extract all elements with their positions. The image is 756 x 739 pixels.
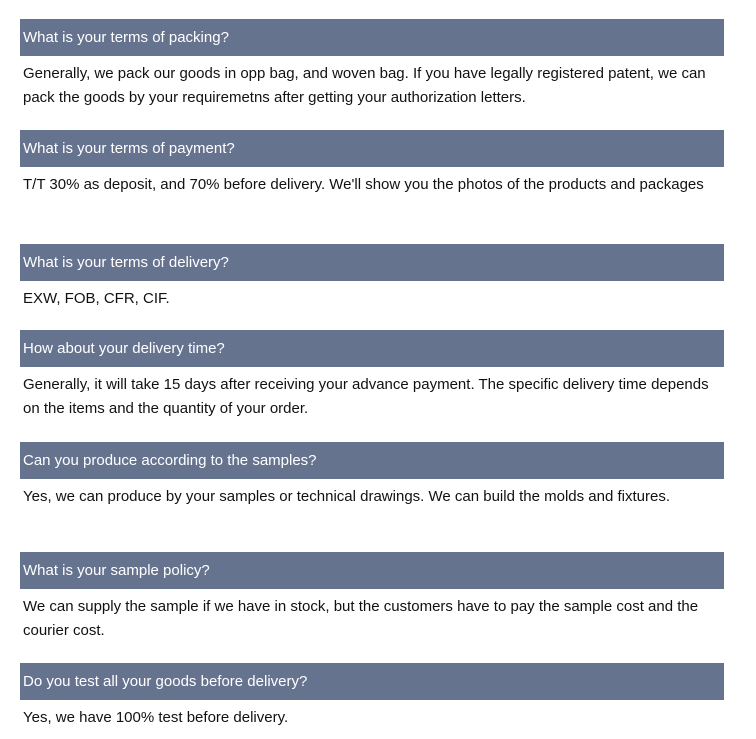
faq-question-payment: What is your terms of payment?: [20, 130, 724, 167]
faq-question-samples: Can you produce according to the samples?: [20, 442, 724, 479]
faq-question-testing: Do you test all your goods before delivery?: [20, 663, 724, 700]
faq-answer-delivery-time: Generally, it will take 15 days after receiving your advance payment. The specific delivery time depends on the items and the quantity of your order.: [23, 376, 709, 417]
faq-question-sample-policy: What is your sample policy?: [20, 552, 724, 589]
faq-answer-delivery-terms: EXW, FOB, CFR, CIF.: [23, 290, 170, 307]
faq-answer-packing: Generally, we pack our goods in opp bag, and woven bag. If you have legally registered patent, we can pack the goods by your requiremetns after getting your authorization letters.: [23, 65, 706, 106]
faq-answer-payment: T/T 30% as deposit, and 70% before delivery. We'll show you the photos of the products and packages: [23, 176, 704, 193]
faq-question-delivery-terms: What is your terms of delivery?: [20, 244, 724, 281]
faq-answer-testing: Yes, we have 100% test before delivery.: [23, 709, 289, 726]
faq-question-delivery-time: How about your delivery time?: [20, 330, 724, 367]
faq-question-packing: What is your terms of packing?: [20, 19, 724, 56]
faq-answer-sample-policy: We can supply the sample if we have in stock, but the customers have to pay the sample cost and the courier cost.: [23, 598, 699, 639]
faq-answer-samples: Yes, we can produce by your samples or technical drawings. We can build the molds and fixtures.: [23, 488, 671, 505]
